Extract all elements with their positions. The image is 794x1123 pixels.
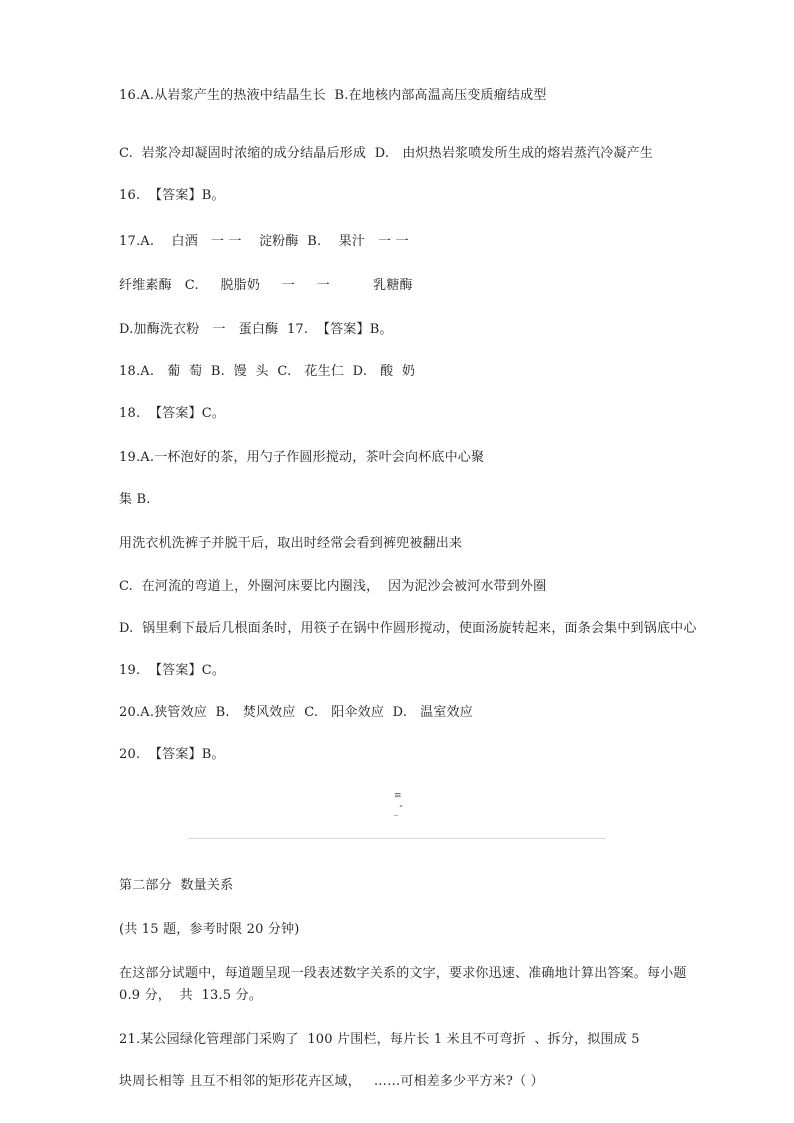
question-19-option-a-cont: 集 B.	[119, 492, 151, 507]
question-19-option-c: C. 在河流的弯道上，外圈河床要比内圈浅， 因为泥沙会被河水带到外圈	[119, 579, 547, 594]
question-17-options-ab: 17.A. 白酒 一 一 淀粉酶 B. 果汁 一 一	[119, 234, 409, 249]
question-19-option-b: 用洗衣机洗裤子并脱干后，取出时经常会看到裤兜被翻出来	[119, 536, 463, 551]
section-instructions: 在这部分试题中，每道题呈现一段表述数字关系的文字，要求你迅速、准确地计算出答案。每小题	[119, 966, 687, 981]
separator-mark-top: ≡	[394, 791, 402, 801]
section-instructions-cont: 0.9 分， 共 13.5 分。	[119, 988, 263, 1003]
question-21-text: 21.某公园绿化管理部门采购了 100 片围栏，每片长 1 米且不可弯折 、拆分，拟围成 5	[119, 1032, 640, 1047]
question-17-options-bc: 纤维素酶 C. 脱脂奶 一 一 乳糖酶	[119, 278, 413, 293]
question-18-options: 18.A. 葡 萄 B. 馒 头 C. 花生仁 D. 酸 奶	[119, 364, 416, 379]
question-17-option-d-and-answer: D.加酶洗衣粉 一 蛋白酶 17. 【答案】B。	[119, 322, 393, 337]
question-19-option-a: 19.A.一杯泡好的茶，用勺子作圆形搅动，茶叶会向杯底中心聚	[119, 450, 485, 465]
question-21-text-cont: 块周长相等 且互不相邻的矩形花卉区域， ……可相差多少平方米?（ ）	[119, 1074, 544, 1089]
answer-18: 18. 【答案】C。	[119, 406, 226, 421]
separator-mark-bottom: _˝	[394, 806, 403, 816]
question-16-options-ab: 16.A.从岩浆产生的热液中结晶生长 B.在地核内部高温高压变质瘤结成型	[119, 88, 547, 103]
section-divider	[188, 838, 606, 839]
question-16-options-cd: C. 岩浆冷却凝固时浓缩的成分结晶后形成 D. 由炽热岩浆喷发所生成的熔岩蒸汽冷凝产生	[119, 146, 654, 161]
section-title: 第二部分 数量关系	[119, 878, 234, 893]
answer-20: 20. 【答案】B。	[119, 747, 225, 762]
section-time-limit: (共 15 题，参考时限 20 分钟)	[119, 922, 300, 937]
answer-16: 16. 【答案】B。	[119, 188, 225, 203]
question-19-option-d: D. 锅里剩下最后几根面条时，用筷子在锅中作圆形搅动，使面汤旋转起来，面条会集中到锅底中心	[119, 621, 697, 636]
question-20-options: 20.A.狭管效应 B. 焚风效应 C. 阳伞效应 D. 温室效应	[119, 705, 473, 720]
answer-19: 19. 【答案】C。	[119, 663, 226, 678]
